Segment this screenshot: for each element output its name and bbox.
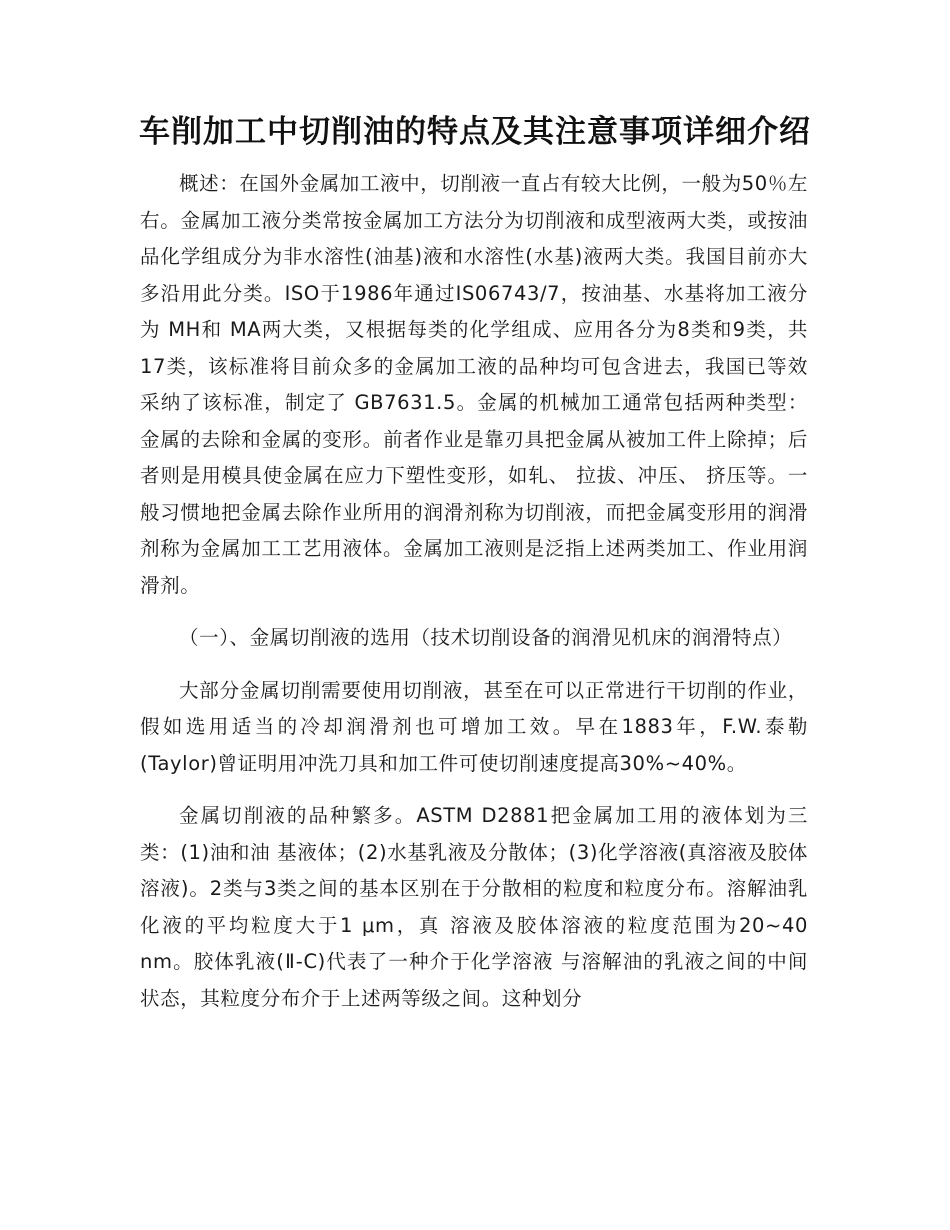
paragraph-section-heading: （一）、金属切削液的选用（技术切削设备的润滑见机床的润滑特点） — [179, 626, 793, 649]
paragraph-cutting-fluid-usage: 大部分金属切削需要使用切削液，甚至在可以正常进行干切削的作业，假如选用适当的冷却润滑剂也可增加工效。早在1883年，F.W.泰勒(Taylor)曾证明用冲洗刀具和加工件可使切削速度提高30%~40%。 — [140, 678, 808, 775]
paragraph-fluid-classification: 金属切削液的品种繁多。ASTM D2881把金属加工用的液体划为三类：(1)油和油 基液体；(2)水基乳液及分散体；(3)化学溶液(真溶液及胶体溶液)。2类与3类之间的基本区别在于分散相的粒度和粒度分布。溶解油乳化液的平均粒度大于1 μm，真 溶液及胶体溶液的粒度范围为20~40 nm。胶体乳液(Ⅱ-C)代表了一种介于化学溶液 与溶解油的乳液之间的中间状态，其粒度分布介于上述两等级之间。这种划分 — [140, 804, 808, 1010]
document-body — [140, 166, 808, 1033]
document-title: 车削加工中切削油的特点及其注意事项详细介绍 — [139, 114, 811, 150]
paragraph-overview: 概述：在国外金属加工液中，切削液一直占有较大比例，一般为50％左右。金属加工液分类常按金属加工方法分为切削液和成型液两大类，或按油品化学组成分为非水溶性(油基)液和水溶性(水基)液两大类。我国目前亦大多沿用此分类。ISO于1986年通过IS06743/7，按油基、水基将加工液分为 MH和 MA两大类，又根据每类的化学组成、应用各分为8类和9类，共17类，该标准将目前众多的金属加工液的品种均可包含进去，我国已等效采纳了该标准，制定了 GB7631.5。金属的机械加工通常包括两种类型：金属的去除和金属的变形。前者作业是靠刃具把金属从被加工件上除掉；后者则是用模具使金属在应力下塑性变形，如轧、 拉拔、冲压、 挤压等。一般习惯地把金属去除作业所用的润滑剂称为切削液，而把金属变形用的润滑剂称为金属加工工艺用液体。金属加工液则是泛指上述两类加工、作业用润滑剂。 — [140, 172, 809, 597]
